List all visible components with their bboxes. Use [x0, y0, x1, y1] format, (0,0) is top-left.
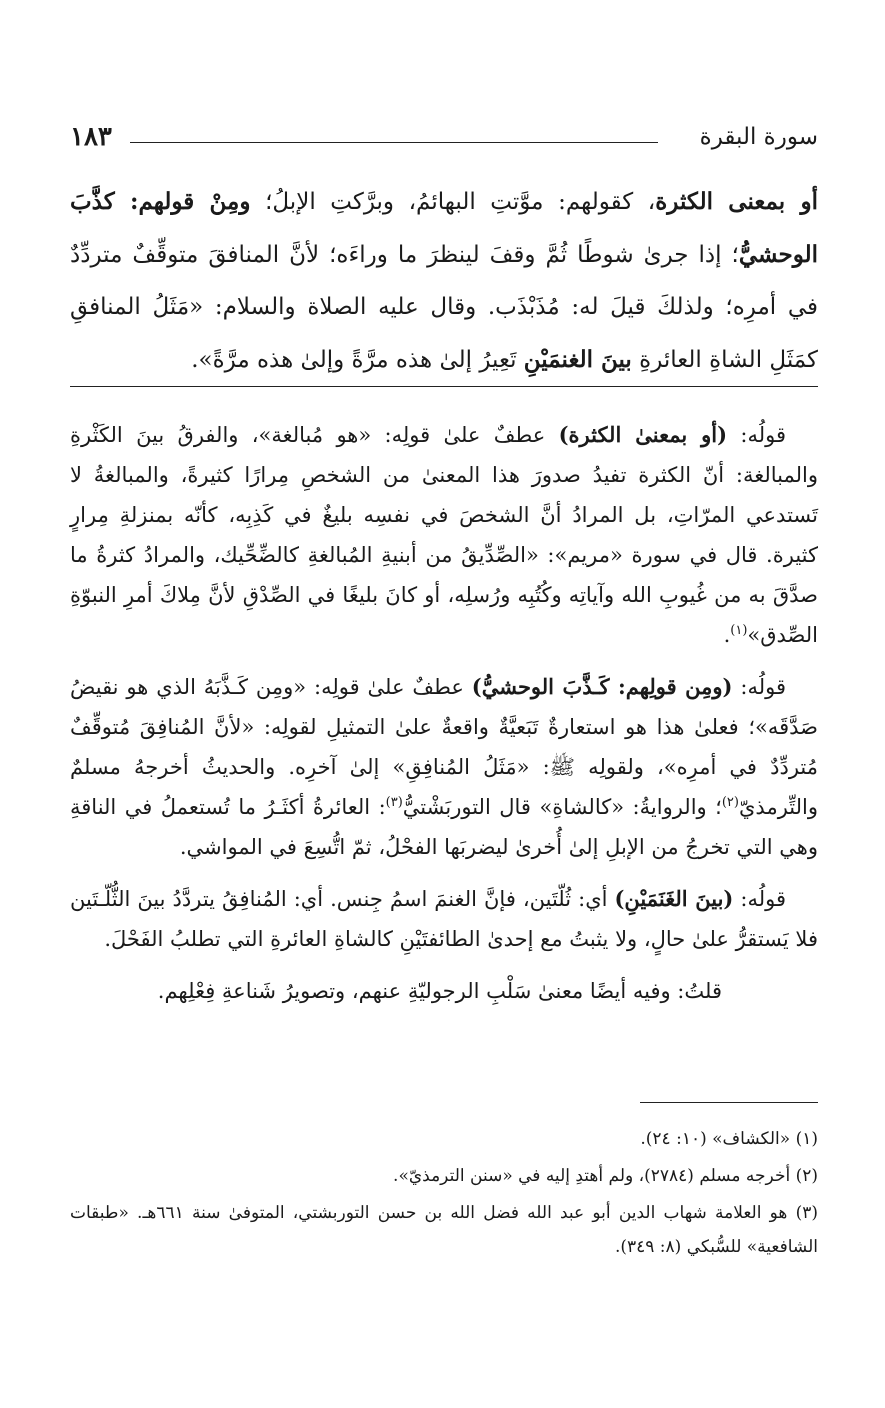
- commentary-text: : العائرةُ أكثَـرُ ما تُستعملُ في الناقةِ وهي التي تخرجُ من الإبلِ إلىٰ أُخرىٰ ليضربَها الفحْلُ، ثمّ اتُّسِعَ في المواشي.: [70, 795, 818, 859]
- matn-phrase-ghanamayn: بينَ الغنمَيْنِ: [523, 345, 632, 373]
- commentary-lemma: (بينَ الغَنَمَيْنِ): [614, 886, 734, 911]
- sura-name: سورة البقرة: [694, 124, 818, 150]
- commentary-text: قولُه:: [733, 887, 787, 911]
- matn-text: ، كقولهم: موَّتتِ البهائمُ، وبرَّكتِ الإبلُ؛: [250, 189, 656, 215]
- commentary: [70, 415, 818, 1023]
- commentary-text: أي: ثُلّتَين، فإنَّ الغنمَ اسمُ جِنس. أي: المُنافِقُ يتردَّدُ بينَ الثُّلّـتَين فلا يَستقرُّ علىٰ حالٍ، ولا يثبتُ مع إحدىٰ الطائفتَيْنِ كالشاةِ العائرةِ التي تطلبُ الفَحْلَ.: [70, 887, 818, 951]
- footnote-item: (٣) هو العلامة شهاب الدين أبو عبد الله فضل الله بن حسن التوربشتي، المتوفىٰ سنة ٦٦١هـ. «طبقات الشافعية» للسُّبكي (٨: ٣٤٩).: [70, 1203, 818, 1257]
- commentary-text: .: [723, 623, 731, 647]
- footnote-ref[interactable]: (٣): [385, 795, 403, 810]
- running-header: [70, 124, 818, 160]
- commentary-text: قولُه:: [732, 675, 786, 699]
- commentary-lemma: (أو بمعنىٰ الكثرة): [558, 422, 728, 447]
- commentary-paragraph: [70, 667, 818, 867]
- footnotes: [70, 1122, 818, 1267]
- commentary-paragraph: قلتُ: وفيه أيضًا معنىٰ سَلْبِ الرجوليّةِ عنهم، وتصويرُ شَناعةِ فِعْلِهم.: [157, 979, 722, 1003]
- matn-text: ؛ إذا جرىٰ شوطًا ثُمَّ وقفَ لينظرَ ما وراءَه؛ لأنَّ المنافقَ متوقِّفٌ متردِّدٌ في أمرِه؛ ولذلكَ قيلَ له: مُذَبْذَب. وقال عليه الصلاة والسلام: «مَثَلُ المنافقِ كمَثَلِ الشاةِ العائرةِ: [70, 241, 818, 373]
- text-separator: [70, 386, 818, 387]
- commentary-lemma: (ومِن قولِهم: كَـذَّبَ الوحشيُّ): [471, 674, 733, 699]
- footnote-ref[interactable]: (١): [730, 623, 748, 638]
- footnote-rule: [640, 1102, 818, 1103]
- footnote-item: (١) «الكشاف» (١٠: ٢٤).: [640, 1129, 818, 1149]
- commentary-paragraph: [70, 879, 818, 959]
- commentary-text: ؛ والروايةُ: «كالشاةِ» قال التوربَشْتيُّ: [402, 795, 722, 819]
- footnote-ref[interactable]: (٢): [721, 795, 739, 810]
- header-rule: [130, 142, 658, 143]
- matn-phrase-kathra: أو بمعنى الكثرة: [655, 188, 818, 215]
- footnote-item: (٢) أخرجه مسلم (٢٧٨٤)، ولم أهتدِ إليه في «سنن الترمذيّ».: [393, 1166, 818, 1186]
- commentary-paragraph: [70, 415, 818, 655]
- matn-text: تَعِيرُ إلىٰ هذه مرَّةً وإلىٰ هذه مرَّةً».: [191, 346, 524, 373]
- commentary-text: عطفٌ علىٰ قولِه: «ومِن كَـذَّبَهُ الذي هو نقيضُ صَدَّقَه»؛ فعلىٰ هذا هو استعارةٌ تَبَعيَّةٌ واقعةٌ علىٰ التمثيلِ لقولِه: «لأنَّ المُنافِقَ مُتوقِّفٌ مُتردِّدٌ في أمرِه»، ولقولِه ﷺ: «مَثَلُ المُنافِقِ» إلىٰ آخرِه. والحديثُ أخرجهُ مسلمٌ والتِّرمذيّ: [70, 675, 818, 819]
- commentary-text: قولُه:: [727, 423, 786, 447]
- matn-phrase-wahshi: ومِنْ قولهم: كذَّبَ الوحشيُّ: [70, 188, 818, 268]
- commentary-text: عطفٌ علىٰ قولِه: «هو مُبالغة»، والفرقُ بينَ الكَثْرةِ والمبالغة: أنّ الكثرة تفيدُ صدورَ هذا المعنىٰ من الشخصِ مِرارًا كثيرةً، والمبالغةُ لا تَستدعي المرّاتِ، بل المرادُ أنَّ الشخصَ في نفسِه بليغٌ في كَذِبِه، كأنّه بمنزلةِ مِرارٍ كثيرة. قال في سورة «مريم»: «الصِّدِّيقُ من أبنيةِ المُبالغةِ كالضِّحِّيك، والمرادُ كثرةُ ما صدَّقَ به من غُيوبِ الله وآياتِه وكُتُبِه ورُسلِه، أو كانَ بليغًا في الصِّدْقِ لأنَّ مِلاكَ أمرِ النبوّةِ الصِّدق»: [70, 423, 818, 647]
- main-text: [70, 176, 818, 386]
- page-number: ١٨٣: [70, 122, 118, 152]
